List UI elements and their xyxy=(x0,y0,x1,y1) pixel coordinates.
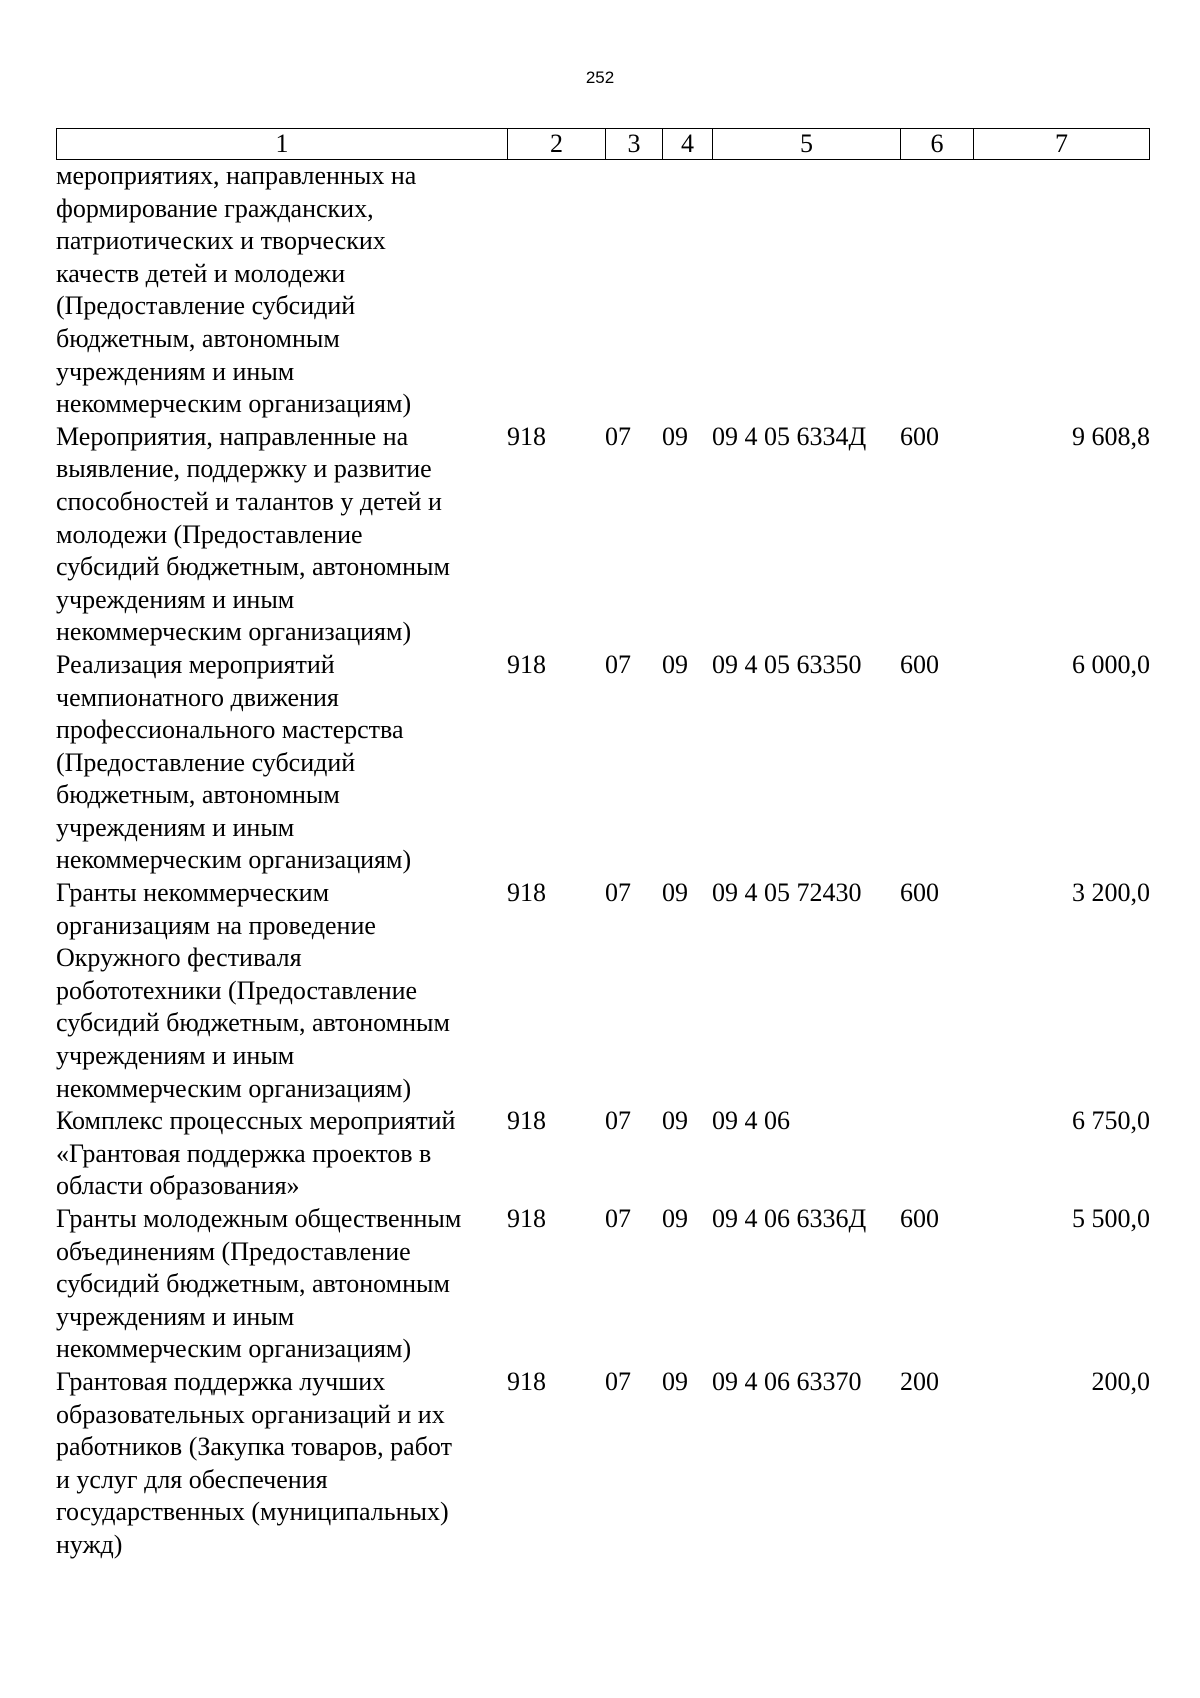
expense-type-code: 600 xyxy=(900,421,939,451)
description-line: мероприятиях, направленных на xyxy=(56,161,417,190)
section-code: 07 xyxy=(605,1204,631,1233)
section-code: 07 xyxy=(605,421,631,451)
description-line: Грантовая поддержка лучших xyxy=(56,1366,386,1396)
description-line: образовательных организаций и их xyxy=(56,1399,445,1429)
ministry-code: 918 xyxy=(507,1366,546,1396)
column-header-2: 2 xyxy=(508,129,606,159)
ministry-code: 918 xyxy=(507,649,546,679)
column-header-3: 3 xyxy=(606,129,663,159)
description-line: Реализация мероприятий xyxy=(56,649,335,679)
description-line: патриотических и творческих xyxy=(56,226,386,256)
table-row xyxy=(56,160,1150,421)
description-line: бюджетным, автономным xyxy=(56,780,340,810)
subsection-code: 09 xyxy=(662,421,688,451)
ministry-code: 918 xyxy=(507,878,546,908)
subsection-code: 09 xyxy=(662,1366,688,1396)
description-line: объединениям (Предоставление xyxy=(56,1236,411,1266)
target-article-code: 09 4 05 72430 xyxy=(712,878,862,908)
subsection-code xyxy=(662,160,712,421)
ministry-code: 918 xyxy=(507,1106,546,1136)
column-header-7: 7 xyxy=(1055,129,1068,158)
description-line: качеств детей и молодежи xyxy=(56,258,346,288)
row-description xyxy=(56,1105,507,1203)
target-article-code: 09 4 06 6336Д xyxy=(712,1204,867,1233)
target-article-code: 09 4 06 63370 xyxy=(712,1366,862,1396)
table-row xyxy=(56,1105,1150,1203)
table-body xyxy=(56,160,1150,1562)
description-line: и услуг для обеспечения xyxy=(56,1464,328,1494)
table-row xyxy=(56,649,1150,877)
description-line: Комплекс процессных мероприятий xyxy=(56,1106,456,1136)
row-description xyxy=(56,649,507,877)
description-line: способностей и талантов у детей и xyxy=(56,486,442,516)
amount: 6 750,0 xyxy=(1072,1106,1150,1136)
description-line: учреждениям и иным xyxy=(56,1041,295,1071)
description-line: некоммерческим организациям) xyxy=(56,389,412,419)
description-line: государственных (муниципальных) xyxy=(56,1497,449,1527)
section-code: 07 xyxy=(605,878,631,908)
description-line: (Предоставление субсидий xyxy=(56,747,356,777)
description-line: чемпионатного движения xyxy=(56,682,339,712)
description-line: некоммерческим организациям) xyxy=(56,845,412,875)
section-code xyxy=(605,160,662,421)
amount xyxy=(973,160,1150,421)
description-line: робототехники (Предоставление xyxy=(56,975,418,1005)
column-header-6: 6 xyxy=(901,129,974,159)
description-line: профессионального мастерства xyxy=(56,715,404,745)
description-line: Гранты молодежным общественным xyxy=(56,1204,462,1233)
description-line: субсидий бюджетным, автономным xyxy=(56,552,450,582)
column-header-4: 4 xyxy=(663,129,713,159)
description-line: области образования» xyxy=(56,1171,300,1201)
amount: 5 500,0 xyxy=(1072,1204,1150,1233)
target-article-code xyxy=(712,160,900,421)
section-code: 07 xyxy=(605,649,631,679)
column-header-1: 1 xyxy=(57,129,508,159)
description-line: (Предоставление субсидий xyxy=(56,291,356,321)
description-line: некоммерческим организациям) xyxy=(56,617,412,647)
description-line: Окружного фестиваля xyxy=(56,943,302,973)
expense-type-code xyxy=(900,1105,973,1203)
section-code: 07 xyxy=(605,1366,631,1396)
description-line: учреждениям и иным xyxy=(56,1301,295,1331)
amount: 3 200,0 xyxy=(1072,878,1150,908)
row-description xyxy=(56,1366,507,1562)
description-line: Гранты некоммерческим xyxy=(56,878,330,908)
expense-type-code: 600 xyxy=(900,878,939,908)
description-line: субсидий бюджетным, автономным xyxy=(56,1269,450,1299)
description-line: молодежи (Предоставление xyxy=(56,519,363,549)
subsection-code: 09 xyxy=(662,1106,688,1136)
ministry-code: 918 xyxy=(507,1204,546,1233)
target-article-code: 09 4 05 63350 xyxy=(712,649,862,679)
row-description xyxy=(56,421,507,649)
target-article-code: 09 4 06 xyxy=(712,1106,790,1136)
expense-type-code: 200 xyxy=(900,1366,939,1396)
description-line: формирование гражданских, xyxy=(56,193,374,223)
description-line: бюджетным, автономным xyxy=(56,323,340,353)
row-description xyxy=(56,877,507,1105)
amount: 200,0 xyxy=(1091,1366,1150,1396)
amount: 9 608,8 xyxy=(1072,421,1150,451)
description-line: субсидий бюджетным, автономным xyxy=(56,1008,450,1038)
target-article-code: 09 4 05 6334Д xyxy=(712,421,867,451)
description-line: Мероприятия, направленные на xyxy=(56,421,409,451)
expense-type-code: 600 xyxy=(900,649,939,679)
expense-type-code xyxy=(900,160,973,421)
ministry-code: 918 xyxy=(507,421,546,451)
table-row xyxy=(56,421,1150,649)
description-line: организациям на проведение xyxy=(56,910,376,940)
subsection-code: 09 xyxy=(662,1204,688,1233)
table-row xyxy=(56,1203,1150,1366)
row-description xyxy=(56,1203,507,1366)
column-header-5: 5 xyxy=(713,129,901,159)
description-line: некоммерческим организациям) xyxy=(56,1073,412,1103)
section-code: 07 xyxy=(605,1106,631,1136)
page-number: 252 xyxy=(585,68,615,87)
table-row xyxy=(56,877,1150,1105)
description-line: работников (Закупка товаров, работ xyxy=(56,1432,452,1462)
expense-type-code: 600 xyxy=(900,1204,939,1233)
table-row xyxy=(56,1366,1150,1562)
ministry-code xyxy=(507,160,605,421)
description-line: выявление, поддержку и развитие xyxy=(56,454,432,484)
row-description xyxy=(56,160,507,421)
description-line: некоммерческим организациям) xyxy=(56,1334,412,1364)
description-line: учреждениям и иным xyxy=(56,584,295,614)
table-header xyxy=(56,128,1150,160)
description-line: учреждениям и иным xyxy=(56,812,295,842)
subsection-code: 09 xyxy=(662,649,688,679)
description-line: учреждениям и иным xyxy=(56,356,295,386)
subsection-code: 09 xyxy=(662,878,688,908)
description-line: «Грантовая поддержка проектов в xyxy=(56,1138,432,1168)
amount: 6 000,0 xyxy=(1072,649,1150,679)
description-line: нужд) xyxy=(56,1529,123,1559)
